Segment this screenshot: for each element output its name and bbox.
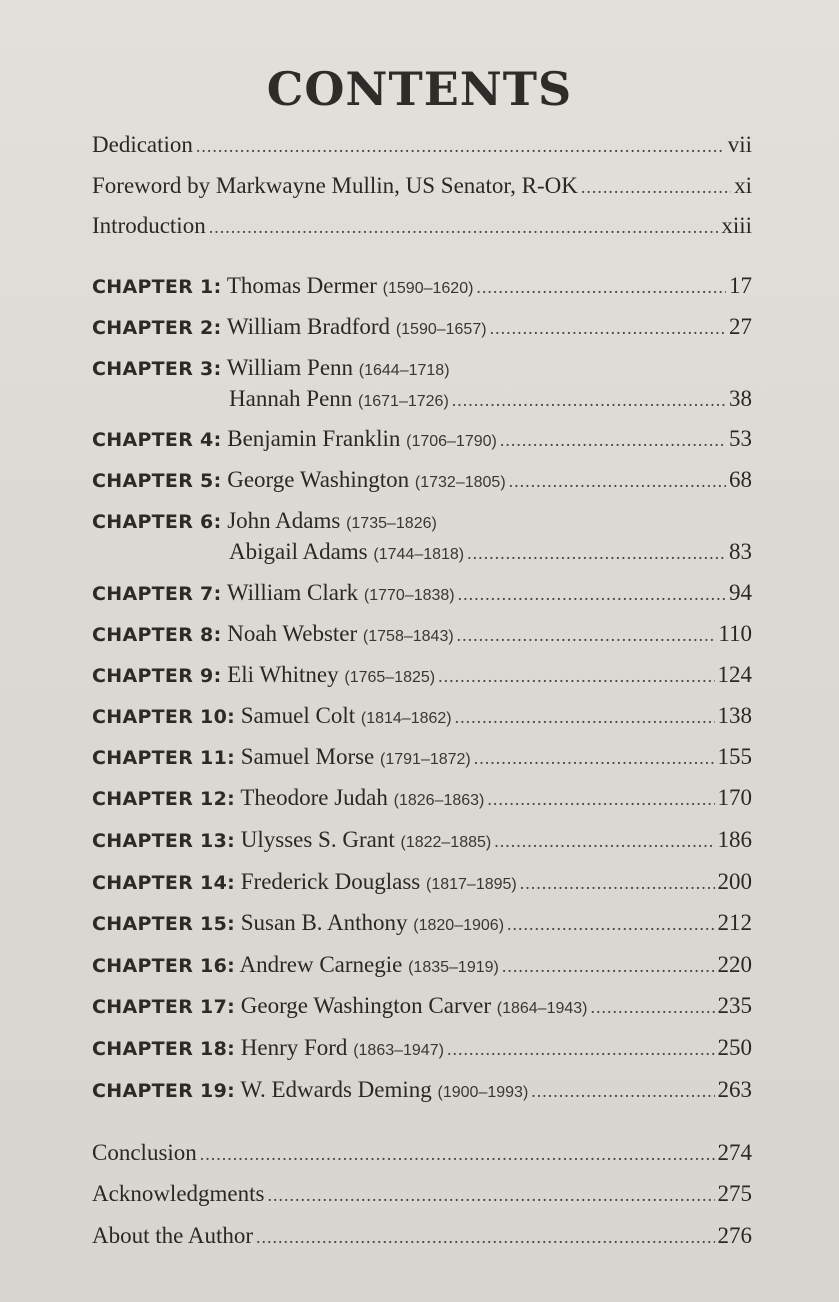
chapter-number: CHAPTER 18:: [92, 1038, 235, 1060]
chapter-number: CHAPTER 3:: [92, 358, 222, 380]
dot-leader: [502, 951, 715, 981]
entry-label: Conclusion: [92, 1140, 197, 1165]
entry-label: Acknowledgments: [92, 1181, 265, 1206]
dot-leader: [455, 702, 715, 732]
dot-leader: [452, 385, 726, 415]
chapter-years: (1765–1825): [344, 669, 436, 686]
chapter-number: CHAPTER 7:: [92, 583, 222, 605]
page-title: CONTENTS: [266, 62, 573, 116]
chapter-years: (1644–1718): [358, 362, 450, 379]
chapter-name: William Clark: [226, 580, 359, 605]
chapter-years: (1732–1805): [414, 474, 506, 491]
entry-page-number: xi: [734, 173, 752, 198]
chapter-number: CHAPTER 19:: [92, 1080, 235, 1102]
chapter-years: (1590–1657): [395, 321, 487, 338]
chapter-name: Samuel Colt: [240, 703, 356, 728]
chapter-name: William Bradford: [226, 314, 391, 339]
toc-entry-chapter-3-first-line[interactable]: [92, 353, 450, 386]
toc-entry-chapter-15[interactable]: [92, 908, 752, 941]
chapter-number: CHAPTER 8:: [92, 624, 222, 646]
dot-leader: [476, 272, 726, 302]
entry-page-number: 250: [717, 1035, 752, 1060]
entry-page-number: xiii: [721, 213, 752, 238]
entry-page-number: 94: [729, 580, 752, 605]
dot-leader: [196, 131, 725, 161]
chapter-number: CHAPTER 9:: [92, 665, 222, 687]
entry-page-number: 68: [729, 467, 752, 492]
toc-entry-chapter-4[interactable]: [92, 424, 752, 457]
chapter-name: John Adams: [227, 508, 341, 533]
entry-page-number: 235: [717, 993, 752, 1018]
toc-entry-chapter-17[interactable]: [92, 991, 752, 1024]
chapter-years: (1826–1863): [393, 792, 485, 809]
toc-entry-dedication[interactable]: [92, 130, 752, 161]
chapter-name: George Washington: [227, 467, 410, 492]
toc-entry-chapter-13[interactable]: [92, 825, 752, 858]
toc-entry-chapter-8[interactable]: [92, 619, 752, 652]
chapter-years: (1817–1895): [426, 876, 517, 893]
chapter-name: Ulysses S. Grant: [240, 827, 395, 852]
toc-entry-chapter-6-first-line[interactable]: [92, 506, 437, 539]
chapter-name: Henry Ford: [240, 1035, 348, 1060]
toc-entry-foreword[interactable]: [92, 171, 752, 202]
dot-leader: [591, 992, 715, 1022]
chapter-number: CHAPTER 17:: [92, 996, 235, 1018]
chapter-number: CHAPTER 16:: [92, 955, 235, 977]
chapter-name: Benjamin Franklin: [227, 426, 401, 451]
chapter-name-secondary: Hannah Penn: [229, 386, 353, 411]
entry-page-number: 27: [729, 314, 752, 339]
dot-leader: [209, 212, 719, 242]
chapter-years: (1863–1947): [353, 1042, 444, 1059]
toc-entry-chapter-10[interactable]: [92, 701, 752, 734]
entry-page-number: 276: [717, 1223, 752, 1248]
chapter-name: George Washington Carver: [240, 993, 491, 1018]
chapter-number: CHAPTER 4:: [92, 429, 222, 451]
dot-leader: [474, 743, 715, 773]
toc-entry-about-the-author[interactable]: [92, 1221, 752, 1252]
chapter-number: CHAPTER 5:: [92, 470, 222, 492]
chapter-years: (1706–1790): [406, 433, 497, 450]
chapter-name: William Penn: [226, 355, 354, 380]
dot-leader: [494, 826, 714, 856]
dot-leader: [509, 466, 726, 496]
entry-page-number: 38: [729, 386, 752, 411]
chapter-name: Thomas Dermer: [226, 273, 377, 298]
chapter-number: CHAPTER 10:: [92, 706, 235, 728]
toc-entry-chapter-2[interactable]: [92, 312, 752, 345]
chapter-name: Theodore Judah: [240, 785, 388, 810]
entry-page-number: 17: [729, 273, 752, 298]
chapter-number: CHAPTER 11:: [92, 747, 235, 769]
chapter-years: (1864–1943): [496, 1000, 588, 1017]
dot-leader: [458, 579, 726, 609]
chapter-years-secondary: (1744–1818): [373, 546, 465, 563]
dot-leader: [507, 909, 714, 939]
entry-page-number: 155: [717, 744, 752, 769]
chapter-years: (1770–1838): [363, 587, 455, 604]
chapter-name: Frederick Douglass: [240, 869, 421, 894]
dot-leader: [457, 620, 716, 650]
entry-page-number: 83: [729, 539, 752, 564]
chapter-number: CHAPTER 2:: [92, 317, 222, 339]
toc-entry-acknowledgments[interactable]: [92, 1179, 752, 1210]
dot-leader: [267, 1180, 714, 1210]
chapter-name: W. Edwards Deming: [240, 1077, 432, 1102]
entry-page-number: 275: [717, 1181, 752, 1206]
chapter-years: (1822–1885): [400, 834, 492, 851]
toc-entry-chapter-19[interactable]: [92, 1075, 752, 1108]
entry-page-number: 200: [717, 869, 752, 894]
toc-entry-chapter-18[interactable]: [92, 1033, 752, 1066]
dot-leader: [256, 1222, 715, 1252]
chapter-years: (1820–1906): [413, 917, 505, 934]
toc-entry-chapter-5[interactable]: [92, 465, 752, 498]
chapter-years: (1758–1843): [362, 628, 454, 645]
toc-entry-chapter-12[interactable]: [92, 783, 752, 816]
chapter-name-secondary: Abigail Adams: [229, 539, 368, 564]
dot-leader: [200, 1139, 715, 1169]
entry-page-number: 138: [717, 703, 752, 728]
chapter-name: Eli Whitney: [227, 662, 339, 687]
chapter-number: CHAPTER 12:: [92, 788, 235, 810]
toc-entry-chapter-1[interactable]: [92, 271, 752, 304]
toc-entry-chapter-6-second-line[interactable]: [229, 537, 752, 570]
entry-page-number: 186: [717, 827, 752, 852]
chapter-years: (1814–1862): [360, 710, 452, 727]
chapter-years: (1900–1993): [437, 1084, 529, 1101]
entry-page-number: 110: [718, 621, 752, 646]
toc-entry-chapter-9[interactable]: [92, 660, 752, 693]
entry-page-number: 53: [729, 426, 752, 451]
toc-entry-conclusion[interactable]: [92, 1138, 752, 1169]
dot-leader: [531, 1076, 714, 1106]
dot-leader: [438, 661, 714, 691]
dot-leader: [520, 868, 715, 898]
dot-leader: [490, 313, 726, 343]
chapter-number: CHAPTER 6:: [92, 511, 222, 533]
toc-entry-chapter-14[interactable]: [92, 867, 752, 900]
chapter-name: Noah Webster: [227, 621, 358, 646]
chapter-name: Samuel Morse: [240, 744, 375, 769]
entry-page-number: 220: [717, 952, 752, 977]
toc-entry-chapter-7[interactable]: [92, 578, 752, 611]
chapter-name: Andrew Carnegie: [239, 952, 403, 977]
entry-label: Dedication: [92, 132, 193, 157]
chapter-number: CHAPTER 1:: [92, 276, 222, 298]
dot-leader: [500, 425, 726, 455]
chapter-name: Susan B. Anthony: [240, 910, 408, 935]
chapter-years: (1835–1919): [408, 959, 499, 976]
entry-page-number: 170: [717, 785, 752, 810]
entry-page-number: 274: [717, 1140, 752, 1165]
toc-entry-chapter-16[interactable]: [92, 950, 752, 983]
entry-page-number: vii: [727, 132, 752, 157]
toc-entry-chapter-3-second-line[interactable]: [229, 384, 752, 417]
entry-label: Foreword by Markwayne Mullin, US Senator, R-OK: [92, 173, 578, 198]
dot-leader: [581, 172, 731, 202]
entry-page-number: 263: [717, 1077, 752, 1102]
toc-entry-chapter-11[interactable]: [92, 742, 752, 775]
entry-page-number: 212: [717, 910, 752, 935]
dot-leader: [487, 784, 714, 814]
chapter-number: CHAPTER 15:: [92, 913, 235, 935]
entry-label: Introduction: [92, 213, 206, 238]
toc-entry-introduction[interactable]: [92, 211, 752, 242]
chapter-years: (1735–1826): [346, 515, 437, 532]
entry-label: About the Author: [92, 1223, 253, 1248]
chapter-years-secondary: (1671–1726): [358, 393, 449, 410]
chapter-years: (1791–1872): [380, 751, 471, 768]
dot-leader: [447, 1034, 715, 1064]
chapter-years: (1590–1620): [382, 280, 474, 297]
chapter-number: CHAPTER 13:: [92, 830, 235, 852]
entry-page-number: 124: [717, 662, 752, 687]
chapter-number: CHAPTER 14:: [92, 872, 235, 894]
dot-leader: [467, 538, 726, 568]
